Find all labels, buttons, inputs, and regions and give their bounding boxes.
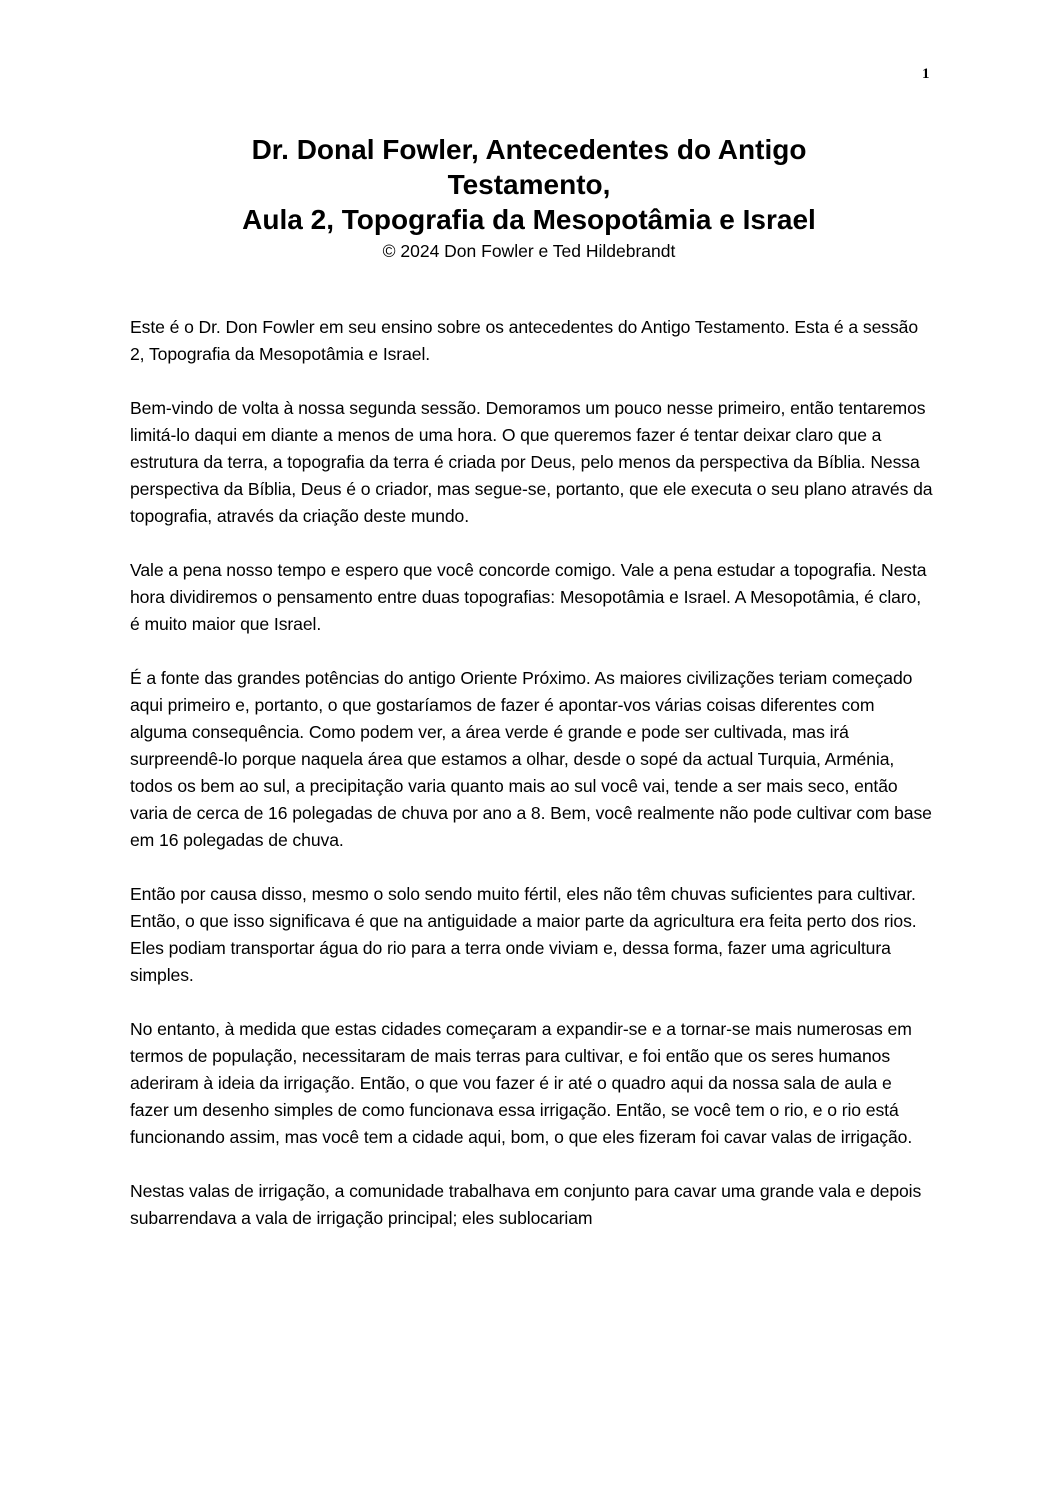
- copyright-line: © 2024 Don Fowler e Ted Hildebrandt: [382, 241, 676, 261]
- title-line-3: Aula 2, Topografia da Mesopotâmia e Israel: [242, 204, 816, 235]
- paragraph: Este é o Dr. Don Fowler em seu ensino sobre os antecedentes do Antigo Testamento. Esta é a sessão 2, Topografia da Mesopotâmia e Israel.: [130, 317, 919, 364]
- paragraph: No entanto, à medida que estas cidades começaram a expandir-se e a tornar-se mais numerosas em termos de população, necessitaram de mais terras para cultivar, e foi então que os seres humanos aderiram à ideia da irrigação. Então, o que vou fazer é ir até o quadro aqui da nossa sala de aula e fazer um desenho simples de como funcionava essa irrigação. Então, se você tem o rio, e o rio está funcionando assim, mas você tem a cidade aqui, bom, o que eles fizeram foi cavar valas de irrigação.: [130, 1019, 913, 1147]
- title-line-1: Dr. Donal Fowler, Antecedentes do Antigo: [251, 134, 807, 165]
- paragraph: É a fonte das grandes potências do antigo Oriente Próximo. As maiores civilizações teriam começado aqui primeiro e, portanto, o que gostaríamos de fazer é apontar-vos várias coisas diferentes com alguma consequência. Como podem ver, a área verde é grande e pode ser cultivada, mas irá surpreendê-lo porque naquela área que estamos a olhar, desde o sopé da actual Turquia, Arménia, todos os bem ao sul, a precipitação varia quanto mais ao sul você vai, tende a ser mais seco, então varia de cerca de 16 polegadas de chuva por ano a 8. Bem, você realmente não pode cultivar com base em 16 polegadas de chuva.: [130, 668, 932, 850]
- document-body: [130, 314, 935, 1259]
- title-line-2: Testamento,: [447, 169, 611, 200]
- paragraph: Vale a pena nosso tempo e espero que você concorde comigo. Vale a pena estudar a topografia. Nesta hora dividiremos o pensamento entre duas topografias: Mesopotâmia e Israel. A Mesopotâmia, é claro, é muito maior que Israel.: [130, 560, 927, 634]
- paragraph: Bem-vindo de volta à nossa segunda sessão. Demoramos um pouco nesse primeiro, então tentaremos limitá-lo daqui em diante a menos de uma hora. O que queremos fazer é tentar deixar claro que a estrutura da terra, a topografia da terra é criada por Deus, pelo menos da perspectiva da Bíblia. Nessa perspectiva da Bíblia, Deus é o criador, mas segue-se, portanto, que ele executa o seu plano através da topografia, através da criação deste mundo.: [130, 398, 933, 526]
- document-header: [100, 132, 958, 264]
- page-number: 1: [922, 66, 930, 82]
- paragraph: Então por causa disso, mesmo o solo sendo muito fértil, eles não têm chuvas suficientes para cultivar. Então, o que isso significava é que na antiguidade a maior parte da agricultura era feita perto dos rios. Eles podiam transportar água do rio para a terra onde viviam e, dessa forma, fazer uma agricultura simples.: [130, 884, 917, 985]
- paragraph: Nestas valas de irrigação, a comunidade trabalhava em conjunto para cavar uma grande vala e depois subarrendava a vala de irrigação principal; eles sublocariam: [130, 1181, 922, 1228]
